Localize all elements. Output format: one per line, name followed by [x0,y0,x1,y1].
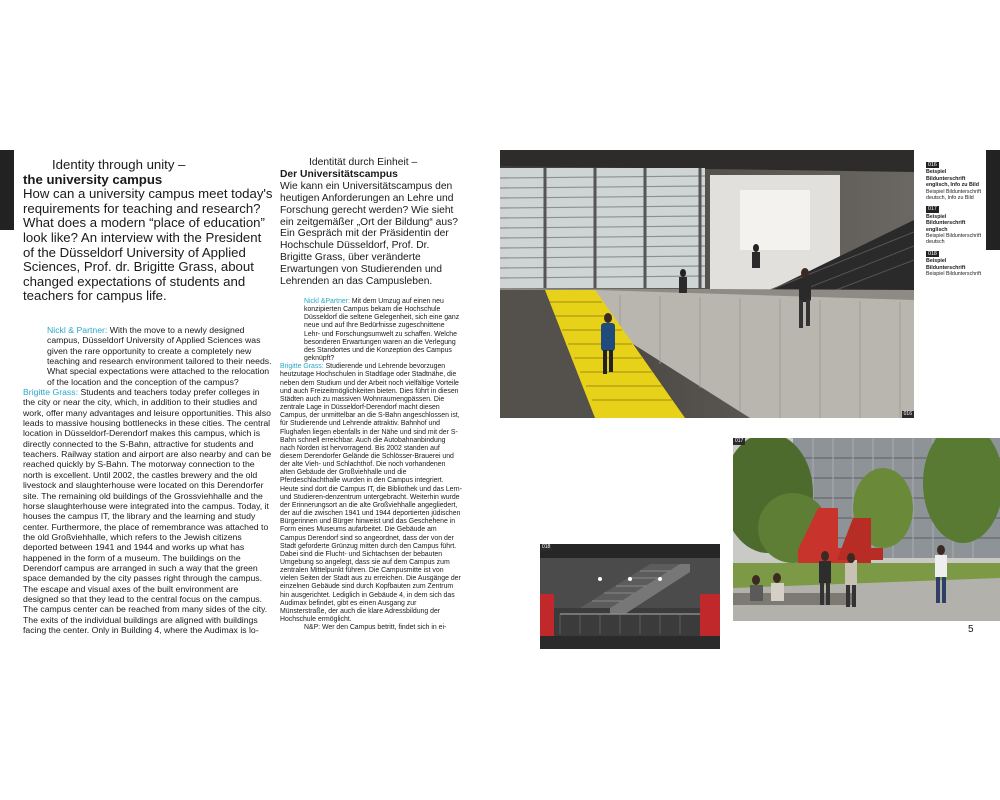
english-question-1 [23,325,273,387]
english-title-block [23,158,273,304]
image-captions [926,162,986,283]
page-edge-tab-left [0,150,14,230]
photo-campus-outdoor [733,438,1000,621]
caption-german: Beispiel Bildunterschrift [926,271,982,278]
speaker-label: Nickl &Partner: [304,298,350,305]
photo-atrium-stairs [500,150,914,418]
question-text: Mit dem Umzug auf einen neu konzipierten Campus bekam die Hochschule Düsseldorf die seltene Gelegenheit, sich eine ganz neue und auf Ihre Bedürfnisse zugeschnittene Lehr- und Forschungsumwelt zu schaffen. Welche besonderen Erwartungen waren an die Verlegung des Standortes und die Konzeption des Campus geknüpft? [304,298,460,363]
english-intro: How can a university campus meet today's requirements for teaching and research? What does a modern “place of education” look like? An interview with the President of the Düsseldorf University of Applied Sciences, Prof. dr. Brigitte Grass, about changed expectations of students and teachers for campus life. [23,186,273,304]
photo-stairwell [540,544,720,649]
english-answer-1 [23,387,273,635]
caption-018 [926,251,986,278]
german-body [280,298,462,632]
caption-number: 016 [928,162,937,168]
photo-number-label: 016 [903,411,912,417]
german-question-2: N&P: Wer den Campus betritt, findet sich in ei- [304,624,447,632]
german-answer-1 [280,363,462,624]
page-number: 5 [968,624,974,635]
caption-english: Beispiel Bildunterschrift englisch, Info zu Bild [926,169,979,189]
english-body [23,325,273,635]
caption-german: Beispiel Bildunterschrift deutsch, Info zu Bild [926,188,982,202]
german-subheading: Der Universitätscampus [280,168,398,180]
answer-text: Students and teachers today prefer colleges in the city or near the city, which, in addition to their studies and work, offer many advantages and leisure opportunities. This also leads to massive housing bottlenecks in these cities. The central location in Düsseldorf-Derendorf makes this campus, which is directly connected to the S-Bahn, attractive for students and teachers. Railway station and airport are also nearby and can be reached quickly by S-Bahn. The motorway connection to the north is excellent. Until 2002, the castles brewery and the old livestock and slaughterhouse were located on this Derendorfer site. The remaining old buildings of the Grossviehhalle and the horse slaughterhouse were integrated into the campus. Today, it houses the campus IT, the library and the learning and study center. Furthermore, the place of remembrance was attached to the old Großviehhalle, which refers to the Jewish citizens deported between 1941 and 1944 and works up what has happened in the form of a museum. The buildings on the Derendorf campus are arranged in such a way that the green space demanded by the city passes right through the campus. The escape and visual axes of the built environment are designed so that they lead to the central focus on the campus. The campus center can be reached from many sides of the city. The exits of the individual buildings are aligned with buildings facing the center. Only in Building 4, where the Audimax is lo- [23,387,272,635]
german-question-1 [280,298,462,363]
caption-german: Beispiel Bildunterschrift deutsch [926,233,982,246]
caption-number: 017 [928,206,937,213]
caption-016 [926,162,986,201]
caption-number: 018 [928,250,937,257]
german-heading: Identität durch Einheit – [309,157,418,168]
german-intro: Wie kann ein Universitätscampus den heutigen Anforderungen an Lehre und Forschung gerecht werden? Wie sieht ein zeitgemäßer „Ort der Bildung“ aus? Ein Gespräch mit der Präsidentin der Hochschule Düsseldorf, Prof. Dr. Brigitte Grass, über veränderte Erwartungen von Studierenden und Lehrenden an das Campusleben. [280,180,458,288]
speaker-label: Nickl & Partner: [47,325,108,335]
speaker-label: Brigitte Grass: [23,387,79,398]
english-heading: Identity through unity – [52,157,186,172]
speaker-label: Brigitte Grass: [280,363,324,371]
caption-017 [926,206,986,245]
answer-text: Studierende und Lehrende bevorzugen heutzutage Hochschulen in Stadtlage oder Stadtnähe, die neben dem Studium und der Arbeit noch vielfältige Vorteile und auch Freizeitmöglichkeiten bieten. Dies führt in diesen Städten auch zu massiven Wohnraumengpässen. Die zentrale Lage in Düsseldorf-Derendorf macht diesen Campus, der unmittelbar an die S-Bahn angeschlossen ist, für Studierende und Lehrende attraktiv. Bahnhof und Flughafen liegen ebenfalls in der Nähe und sind mit der S-Bahn schnell erreichbar. Auch die Autobahnanbindung nach Norden ist hervorragend. Bis 2002 standen auf diesem Derendorfer Gelände die Schlösser-Brauerei und der alte Vieh- und Schlachthof. Die noch vorhandenen alten Gebäude der Großviehhalle und die Pferdeschlachthalle wurden in den Campus integriert. Heute sind dort die Campus IT, die Bibliothek und das Lern- und Studieren-denzentrum untergebracht. Weiterhin wurde der Erinnerungsort an die alte Großviehhalle angegliedert, der auf die zwischen 1941 und 1944 deportierten jüdischen Bürgerinnen und Bürger hinweist und das Geschehene in Form eines Museums aufarbeitet. Die Gebäude am Campus Derendorf sind so angeordnet, dass der von der Stadt geforderte Grünzug mitten durch den Campus führt. Dabei sind die Flucht- und Sichtachsen der bebauten Umgebung so angelegt, dass sie auf dem Campus zum zentralen Mittelpunkt führen. Die Campusmitte ist von vielen Seiten der Stadt aus zu erreichen. Die Ausgänge der einzelnen Gebäude sind durch Kopfbauten zum Zentrum hin ausgerichtet. Lediglich in Gebäude 4, in dem sich das Audimax befindet, gibt es einen Ausgang zur Münsterstraße, der auch die klare Adressbildung der Hochschule ermöglicht. [280,363,462,624]
campus-illustration [733,438,1000,621]
question-text: With the move to a newly designed campus, Düsseldorf University of Applied Sciences was given the rare opportunity to create a completely new teaching and research environment tailored to their needs. What special expectations were attached to the relocation of the location and the conception of the campus? [47,325,272,387]
photo-number-label: 018 [542,544,551,550]
english-subheading: the university campus [23,171,163,187]
stairwell-illustration [540,544,720,649]
german-title-block [280,157,462,288]
page-edge-tab-right [986,150,1000,250]
photo-number-label: 017 [735,438,744,444]
atrium-illustration [500,150,914,418]
caption-english: Beispiel Bildunterschrift englisch [926,213,966,233]
caption-english: Beispiel Bildunterschrift [926,258,966,271]
